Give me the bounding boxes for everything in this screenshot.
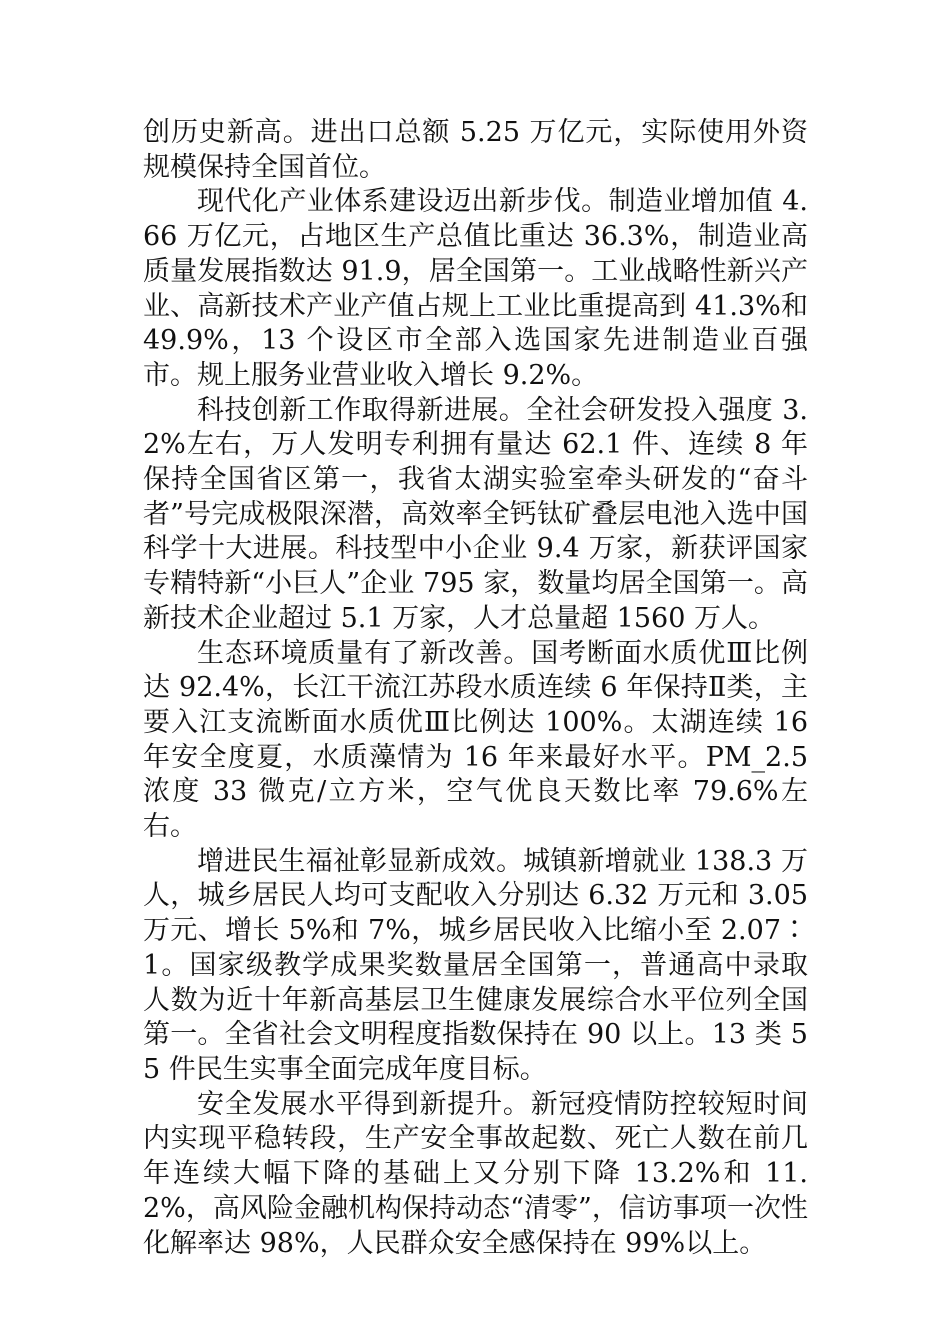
paragraph-livelihood: 增进民生福祉彰显新成效。城镇新增就业 138.3 万人，城乡居民人均可支配收入分别达 6.32 万元和 3.05 万元、增长 5%和 7%，城乡居民收入比缩小至 2.07∶1。国家级教学成果奖数量居全国第一，普通高中录取人数为近十年新高基层卫生健康发展综合水平位列全国第一。全省社会文明程度指数保持在 90 以上。13 类 55 件民生实事全面完成年度目标。 bbox=[143, 845, 808, 1085]
document-body bbox=[143, 116, 808, 1261]
paragraph-environment: 生态环境质量有了新改善。国考断面水质优Ⅲ比例达 92.4%，长江干流江苏段水质连续 6 年保持Ⅱ类，主要入江支流断面水质优Ⅲ比例达 100%。太湖连续 16 年安全度夏，水质藻情为 16 年来最好水平。PM_2.5 浓度 33 微克/立方米，空气优良天数比率 79.6%左右。 bbox=[143, 637, 808, 843]
paragraph-innovation: 科技创新工作取得新进展。全社会研发投入强度 3.2%左右，万人发明专利拥有量达 62.1 件、连续 8 年保持全国省区第一，我省太湖实验室牵头研发的“奋斗者”号完成极限深潜，高效率全钙钛矿叠层电池入选中国科学十大进展。科技型中小企业 9.4 万家，新获评国家专精特新“小巨人”企业 795 家，数量均居全国第一。高新技术企业超过 5.1 万家，人才总量超 1560 万人。 bbox=[143, 394, 808, 634]
paragraph-trade: 创历史新高。进出口总额 5.25 万亿元，实际使用外资规模保持全国首位。 bbox=[143, 117, 808, 183]
paragraph-safety: 安全发展水平得到新提升。新冠疫情防控较短时间内实现平稳转段，生产安全事故起数、死亡人数在前几年连续大幅下降的基础上又分别下降 13.2%和 11.2%，高风险金融机构保持动态“清零”，信访事项一次性化解率达 98%，人民群众安全感保持在 99%以上。 bbox=[143, 1088, 808, 1259]
paragraph-industry: 现代化产业体系建设迈出新步伐。制造业增加值 4.66 万亿元，占地区生产总值比重达 36.3%，制造业高质量发展指数达 91.9，居全国第一。工业战略性新兴产业、高新技术产业产值占规上工业比重提高到 41.3%和 49.9%，13 个设区市全部入选国家先进制造业百强市。规上服务业营业收入增长 9.2%。 bbox=[143, 186, 808, 391]
